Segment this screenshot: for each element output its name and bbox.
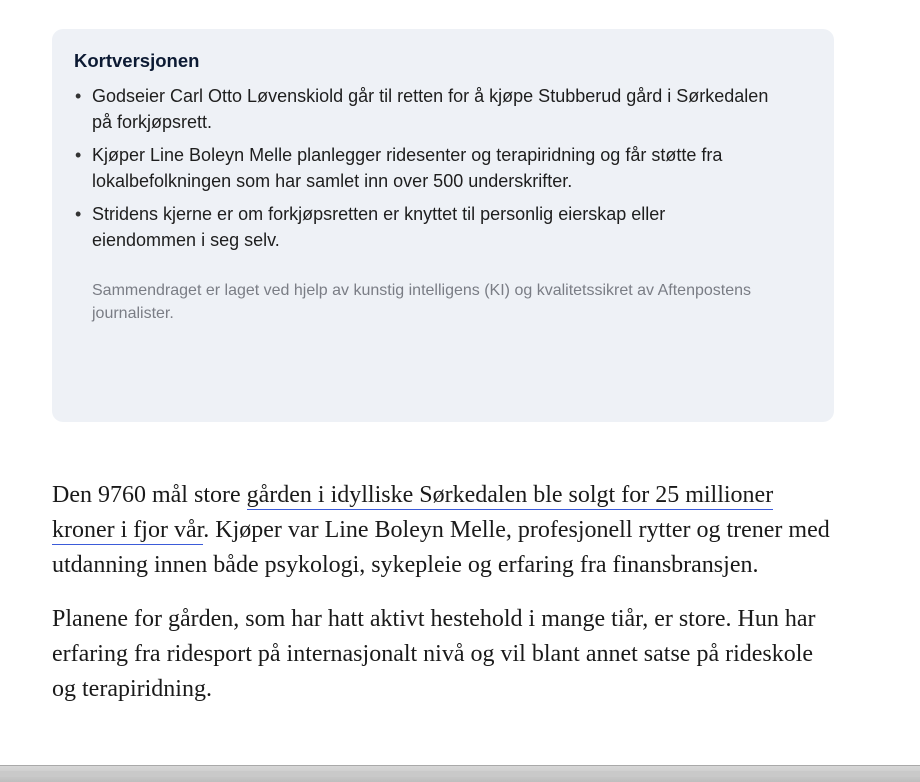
summary-title: Kortversjonen [74,50,200,71]
horizontal-scrollbar[interactable] [0,765,920,782]
summary-item-text: Kjøper Line Boleyn Melle planlegger ridesenter og terapiridning og får støtte fra lokalbefolkningen som har samlet inn over 500 underskrifter. [92,145,723,191]
bullet-icon: • [75,204,82,224]
summary-item [74,142,774,194]
paragraph-text: Den 9760 mål store [52,482,247,508]
article-link[interactable]: gården i idylliske Sørkedalen ble solgt for 25 millioner kroner i fjor vår [52,482,774,543]
article-body [52,478,832,726]
article-paragraph [52,478,832,583]
summary-item [74,83,774,135]
scrollbar-track[interactable] [0,771,920,777]
summary-box [52,29,834,422]
paragraph-text: . Kjøper var Line Boleyn Melle, profesjonell rytter og trener med utdanning innen både psykologi, sykepleie og erfaring fra finansbransjen. [52,517,830,578]
summary-item-text: Godseier Carl Otto Løvenskiold går til retten for å kjøpe Stubberud gård i Sørkedalen på forkjøpsrett. [92,86,769,132]
summary-list [74,83,774,253]
article-paragraph: Planene for gården, som har hatt aktivt hestehold i mange tiår, er store. Hun har erfaring fra ridesport på internasjonalt nivå og vil blant annet satse på rideskole og terapiridning. [52,606,816,702]
summary-item [74,201,774,253]
bullet-icon: • [75,145,82,165]
summary-item-text: Stridens kjerne er om forkjøpsretten er knyttet til personlig eierskap eller eiendommen i seg selv. [92,204,666,250]
summary-footnote: Sammendraget er laget ved hjelp av kunstig intelligens (KI) og kvalitetssikret av Aftenpostens journalister. [92,282,752,322]
bullet-icon: • [75,86,82,106]
